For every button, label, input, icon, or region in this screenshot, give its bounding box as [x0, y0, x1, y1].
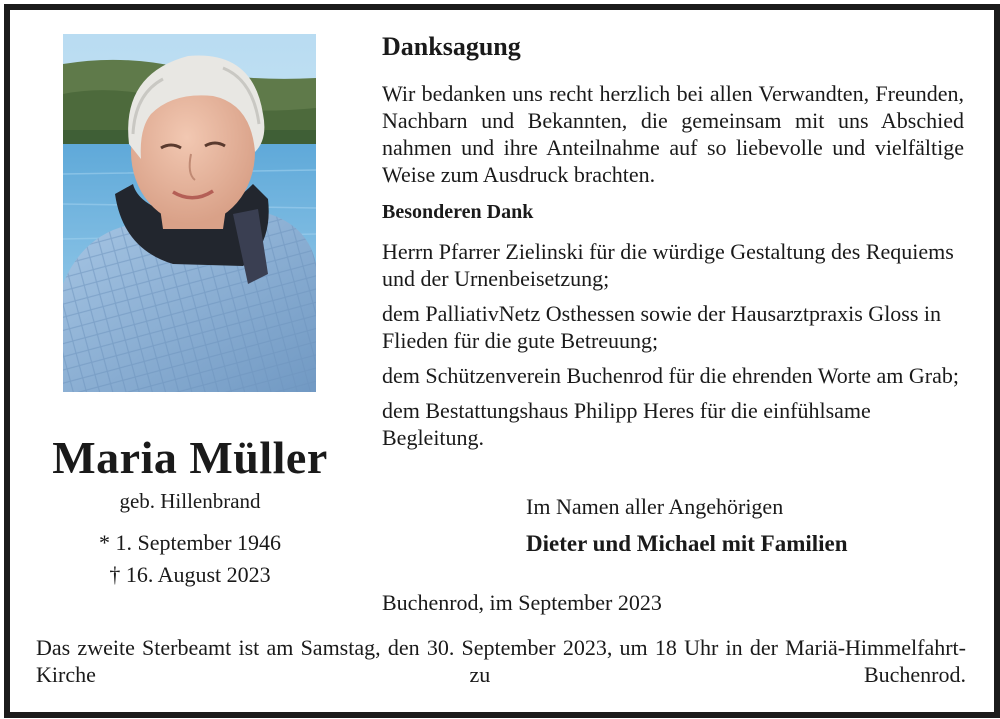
portrait-image: [63, 34, 316, 392]
portrait-photo: [63, 34, 316, 392]
footer-notice: Das zweite Sterbeamt ist am Samstag, den 30. September 2023, um 18 Uhr in der Mariä-Himmelfahrt-Kirche zu Buchenrod.: [36, 635, 966, 687]
thanks-item-shooting-club: dem Schützenverein Buchenrod für die ehrenden Worte am Grab;: [382, 363, 959, 388]
special-thanks-heading: Besonderen Dank: [382, 201, 534, 223]
signature-names: Dieter und Michael mit Familien: [526, 531, 848, 556]
death-date: † 16. August 2023: [109, 562, 271, 587]
thanks-item-pastor: Herrn Pfarrer Zielinski für die würdige Gestaltung des Requiems und der Urnenbeisetzung;: [382, 239, 954, 291]
thanks-heading: Danksagung: [382, 32, 521, 61]
deceased-name: Maria Müller: [52, 432, 328, 483]
birth-name: geb. Hillenbrand: [119, 489, 261, 513]
thanks-item-funeral-home: dem Bestattungshaus Philipp Heres für die einfühlsame Begleitung.: [382, 398, 871, 450]
signature-intro: Im Namen aller Angehörigen: [526, 494, 784, 519]
birth-date: * 1. September 1946: [98, 530, 282, 555]
thanks-item-palliative: dem PalliativNetz Osthessen sowie der Hausarztpraxis Gloss in Flieden für die gute Betreuung;: [382, 301, 942, 353]
place-date: Buchenrod, im September 2023: [382, 590, 662, 615]
special-thanks-list: [382, 238, 964, 459]
thanks-intro: Wir bedanken uns recht herzlich bei allen Verwandten, Freunden, Nachbarn und Bekannten, die gemeinsam mit uns Abschied nahmen und ihre Anteilnahme auf so liebevolle und vielfältige Weise zum Ausdruck brachten.: [382, 81, 964, 187]
